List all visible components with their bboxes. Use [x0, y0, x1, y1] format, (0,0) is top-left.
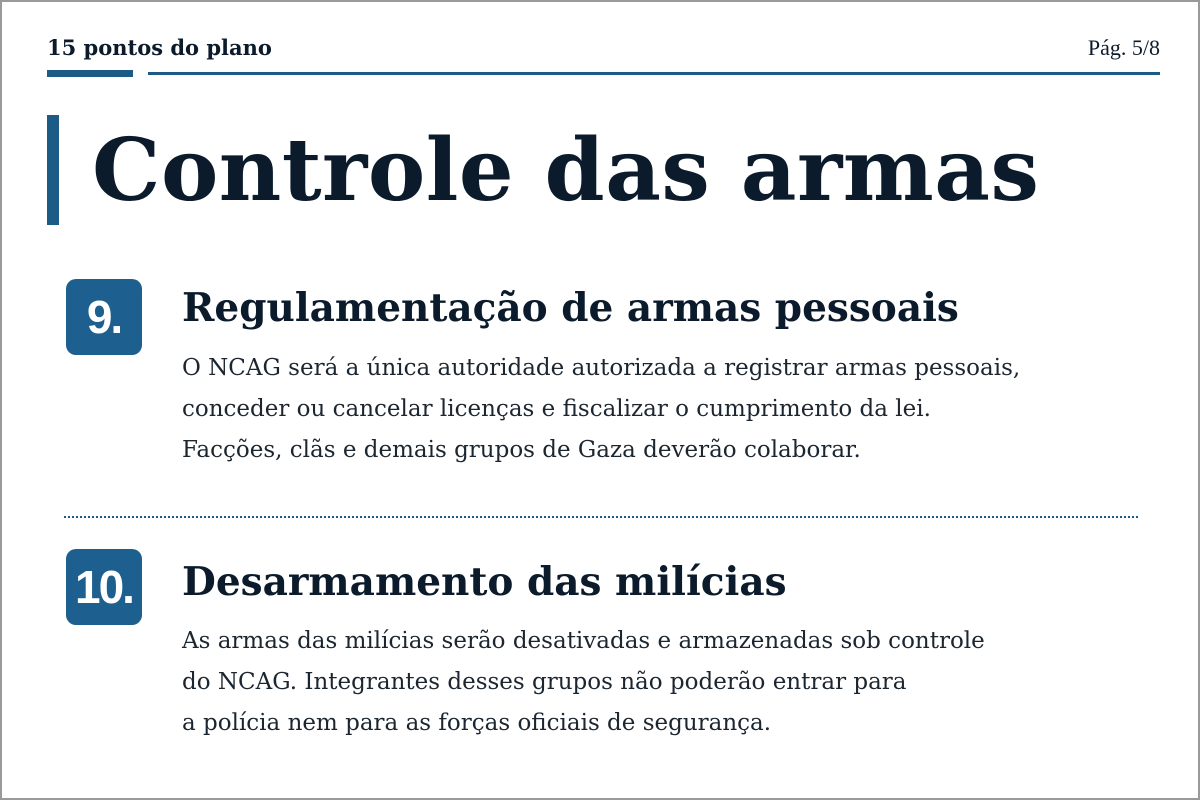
section-number-badge: 9.: [66, 279, 142, 355]
header-rule: [148, 72, 1160, 75]
section-body-line: As armas das milícias serão desativadas e armazenadas sob controle: [182, 628, 985, 654]
header-label: 15 pontos do plano: [47, 35, 272, 60]
section-number-badge: 10.: [66, 549, 142, 625]
section-divider: [64, 516, 1138, 518]
page-title: Controle das armas: [92, 120, 1040, 221]
section-body-line: a polícia nem para as forças oficiais de segurança.: [182, 710, 772, 736]
section-body-line: do NCAG. Integrantes desses grupos não poderão entrar para: [182, 669, 907, 695]
section-heading: Desarmamento das milícias: [182, 559, 787, 605]
section-body: [182, 348, 1020, 471]
header-accent-bar: [47, 70, 133, 77]
section-body-line: O NCAG será a única autoridade autorizada a registrar armas pessoais,: [182, 355, 1021, 381]
section-body-line: Facções, clãs e demais grupos de Gaza deverão colaborar.: [182, 437, 861, 463]
title-accent-bar: [47, 115, 59, 225]
section-body-line: conceder ou cancelar licenças e fiscalizar o cumprimento da lei.: [182, 396, 931, 422]
section-body: [182, 621, 985, 744]
section-heading: Regulamentação de armas pessoais: [182, 285, 959, 331]
page-indicator: Pág. 5/8: [1087, 35, 1160, 60]
